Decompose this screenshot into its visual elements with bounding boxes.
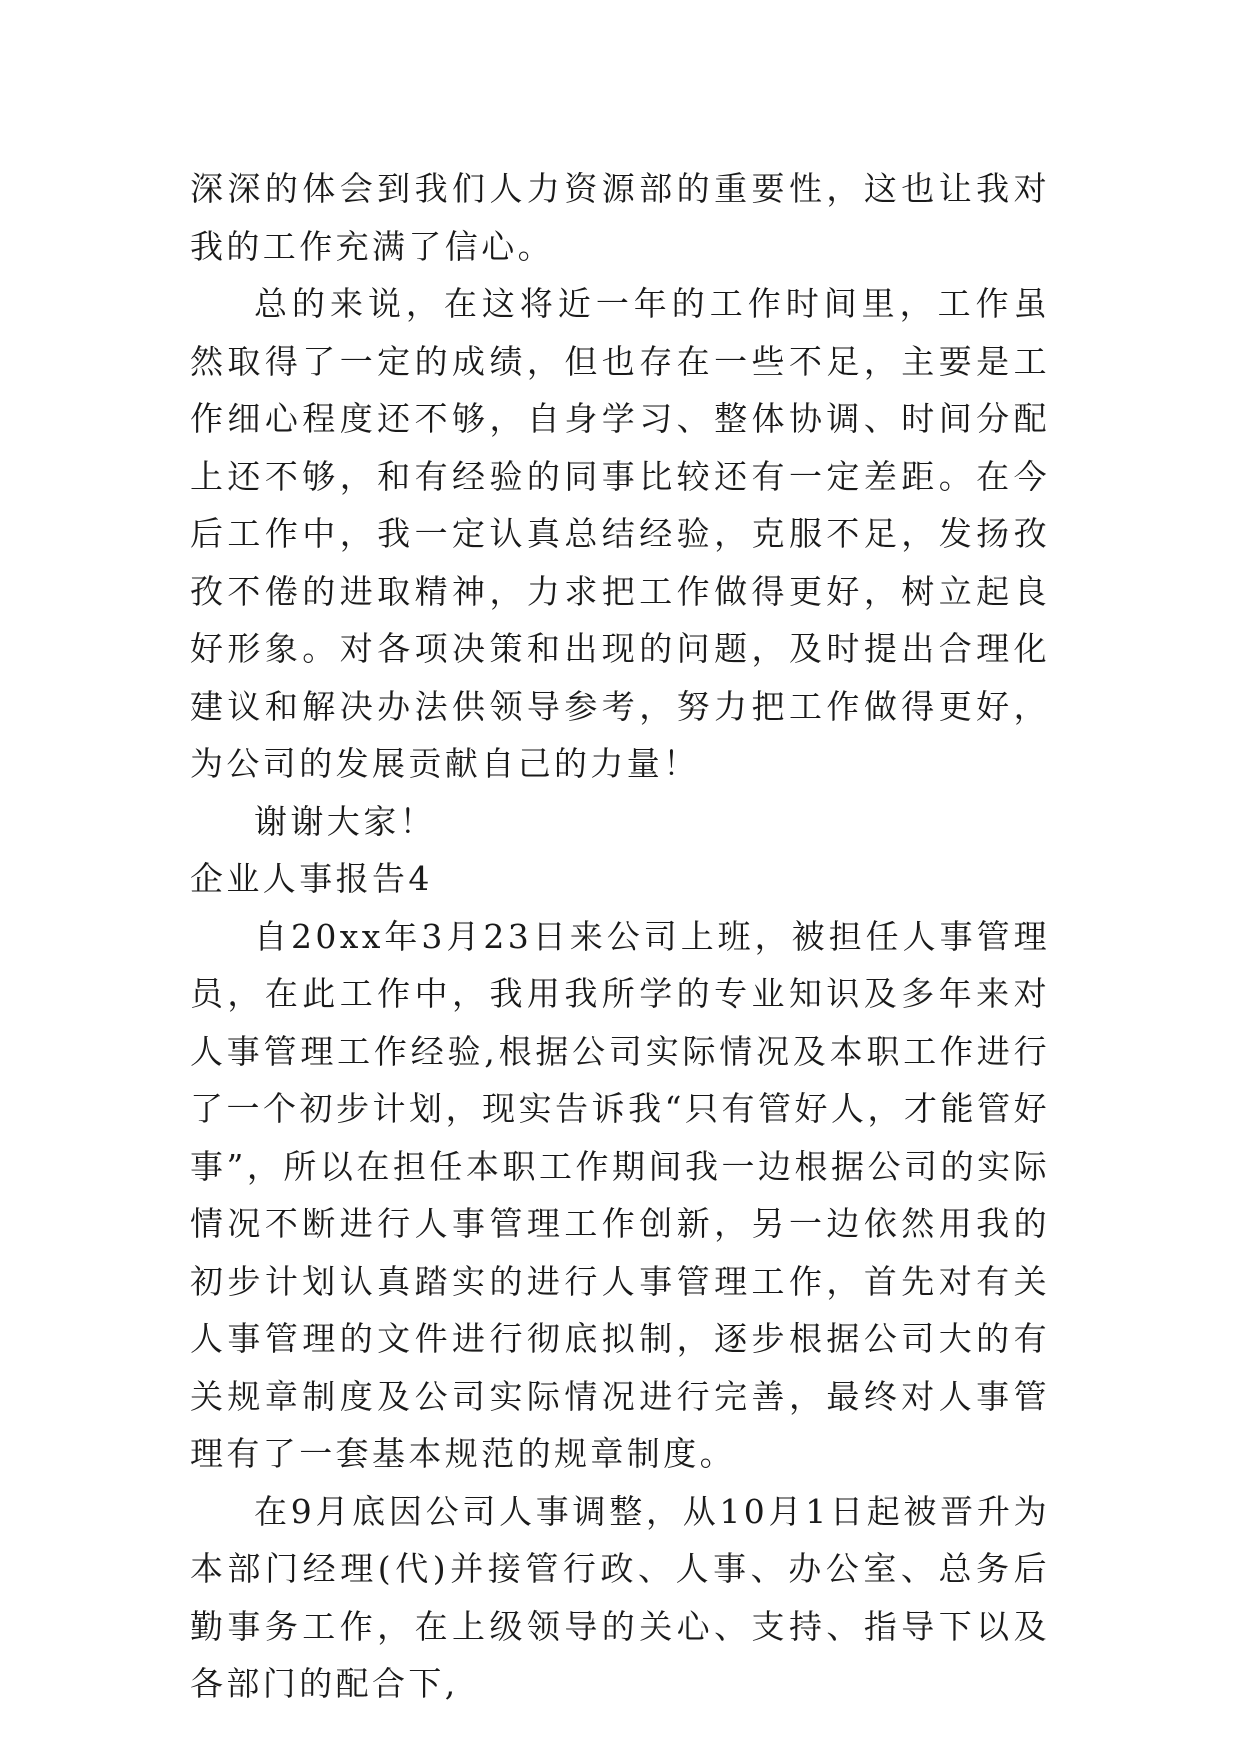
paragraph-thanks: 谢谢大家！: [254, 801, 436, 841]
document-body: [190, 160, 1050, 1713]
paragraph-hr-intro: 自20xx年3月23日来公司上班，被担任人事管理员，在此工作中，我用我所学的专业知识及多年来对人事管理工作经验,根据公司实际情况及本职工作进行了一个初步计划，现实告诉我“只有管好人，才能管好事”，所以在担任本职工作期间我一边根据公司的实际情况不断进行人事管理工作创新，另一边依然用我的初步计划认真踏实的进行人事管理工作，首先对有关人事管理的文件进行彻底拟制，逐步根据公司大的有关规章制度及公司实际情况进行完善，最终对人事管理有了一套基本规范的规章制度。: [190, 916, 1050, 1473]
paragraph-continuation: 深深的体会到我们人力资源部的重要性，这也让我对我的工作充满了信心。: [190, 169, 1050, 266]
paragraph-promotion: 在9月底因公司人事调整，从10月1日起被晋升为本部门经理(代)并接管行政、人事、办公室、总务后勤事务工作，在上级领导的关心、支持、指导下以及各部门的配合下,: [190, 1491, 1050, 1703]
paragraph-summary: 总的来说，在这将近一年的工作时间里，工作虽然取得了一定的成绩，但也存在一些不足，主要是工作细心程度还不够，自身学习、整体协调、时间分配上还不够，和有经验的同事比较还有一定差距。在今后工作中，我一定认真总结经验，克服不足，发扬孜孜不倦的进取精神，力求把工作做得更好，树立起良好形象。对各项决策和出现的问题，及时提出合理化建议和解决办法供领导参考，努力把工作做得更好，为公司的发展贡献自己的力量！: [190, 284, 1050, 783]
section-heading: 企业人事报告4: [190, 859, 433, 898]
